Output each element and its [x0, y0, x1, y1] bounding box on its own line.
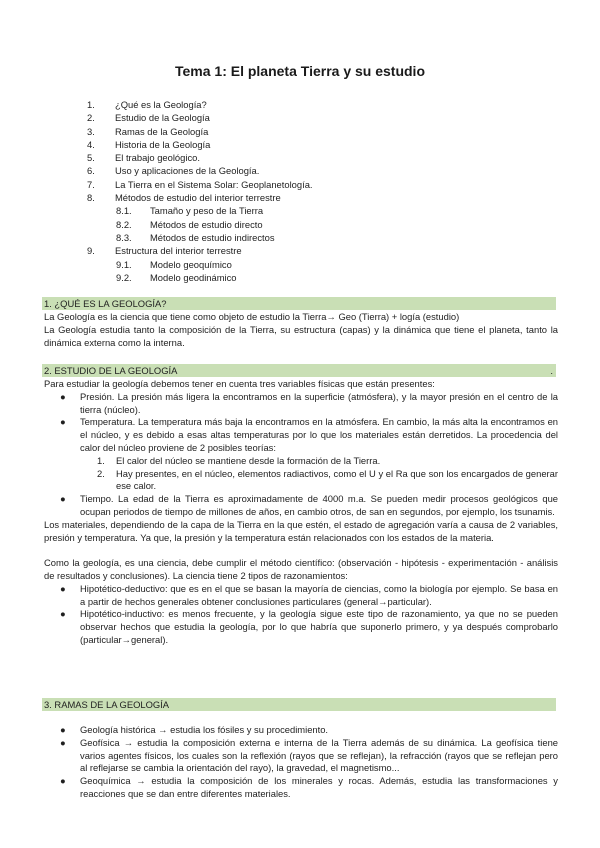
list-item-text: Hipotético-inductivo: es menos frecuente, y la geología sigue este tipo de razonamiento, ya que no se pueden observar hechos que estudia la geología, por lo que habría que suponerlo primero, y ya después comprobarlo (particular→general).	[80, 608, 558, 645]
numbered-item	[44, 455, 558, 468]
toc-subitem-9-2	[87, 271, 507, 284]
toc-item-5	[87, 151, 507, 164]
toc-label: Métodos de estudio indirectos	[150, 231, 275, 243]
list-item	[44, 493, 558, 519]
toc-label: Historia de la Geología	[115, 138, 211, 150]
bullet-icon: ●	[60, 390, 66, 402]
bullet-icon: ●	[60, 608, 66, 620]
section-1-body	[44, 311, 558, 349]
toc-label: Métodos de estudio directo	[150, 218, 263, 230]
section-2-heading	[42, 364, 556, 377]
numbered-item	[44, 468, 558, 494]
toc-item-9	[87, 244, 507, 257]
numbered-item-text: El calor del núcleo se mantiene desde la formación de la Tierra.	[116, 454, 381, 466]
toc-item-2	[87, 111, 507, 124]
blank-line	[44, 544, 558, 557]
list-item-text: Tiempo. La edad de la Tierra es aproximadamente de 4000 m.a. Se pueden medir procesos geológicos que ocupan periodos de tiempo de millones de años, en cambio otros, de san en segundos, por ejemplo, los tsunamis.	[80, 493, 558, 517]
toc-number: 8.3.	[116, 231, 132, 243]
paragraph: La Geología es la ciencia que tiene como objeto de estudio la Tierra→ Geo (Tierra) + logía (estudio)	[44, 311, 460, 322]
paragraph: Para estudiar la geología debemos tener en cuenta tres variables físicas que están presentes:	[44, 378, 435, 389]
paragraph: Los materiales, dependiendo de la capa de la Tierra en la que estén, el estado de agregación varía a causa de 2 variables, presión y temperatura. Ya que, la presión y la temperatura están relacionados con los estados de la materia.	[44, 518, 558, 543]
toc-label: Métodos de estudio del interior terrestre	[115, 192, 281, 204]
list-item-text: Temperatura. La temperatura más baja la encontramos en la atmósfera. En cambio, la más alta la encontramos en el núcleo, y es debido a esas altas temperaturas por lo que los materiales están derretidos. La procedencia del calor del núcleo proviene de 2 posibles teorías:	[80, 416, 558, 453]
toc-number: 9.	[87, 245, 95, 257]
table-of-contents	[87, 98, 507, 284]
toc-item-8	[87, 191, 507, 204]
list-item	[44, 416, 558, 454]
toc-item-3	[87, 125, 507, 138]
toc-label: Modelo geodinámico	[150, 271, 237, 283]
list-item-text: Geología histórica → estudia los fósiles y su procedimiento.	[80, 724, 329, 735]
item-number: 2.	[97, 467, 105, 479]
toc-item-1	[87, 98, 507, 111]
toc-subitem-8-1	[87, 204, 507, 217]
list-item-text: Presión. La presión más ligera la encontramos en la superficie (atmósfera), y la mayor presión en el centro de la tierra (núcleo).	[80, 390, 558, 415]
toc-label: Tamaño y peso de la Tierra	[150, 205, 264, 217]
toc-number: 2.	[87, 112, 95, 124]
list-item	[44, 775, 558, 801]
bullet-icon: ●	[60, 775, 66, 787]
toc-label: La Tierra en el Sistema Solar: Geoplanetología.	[115, 178, 313, 190]
toc-number: 9.2.	[116, 271, 132, 283]
section-1-heading: 1. ¿QUÉ ES LA GEOLOGÍA?	[42, 297, 556, 310]
section-2-body	[44, 378, 558, 647]
toc-number: 8.2.	[116, 218, 132, 230]
toc-item-4	[87, 138, 507, 151]
page-title: Tema 1: El planeta Tierra y su estudio	[174, 63, 425, 79]
item-number: 1.	[97, 454, 105, 466]
toc-number: 9.1.	[116, 258, 132, 270]
section-2-heading-text: 2. ESTUDIO DE LA GEOLOGÍA	[44, 365, 178, 376]
numbered-item-text: Hay presentes, en el núcleo, elementos radiactivos, como el U y el Ra que son los encargados de generar ese calor.	[116, 467, 558, 492]
toc-number: 6.	[87, 165, 95, 177]
bullet-icon: ●	[60, 724, 66, 735]
list-item-text: Geoquímica → estudia la composición de los minerales y rocas. Además, estudia las transformaciones y reacciones que se dan entre diferentes materiales.	[80, 775, 558, 799]
bullet-icon: ●	[60, 416, 66, 428]
toc-number: 3.	[87, 125, 95, 137]
toc-subitem-8-3	[87, 231, 507, 244]
section-3-body	[44, 724, 558, 801]
bullet-icon: ●	[60, 582, 66, 594]
toc-label: Estudio de la Geología	[115, 112, 210, 124]
toc-item-6	[87, 164, 507, 177]
list-item-text: Geofísica → estudia la composición externa e interna de la Tierra además de su dinámica. La geofísica tiene varios agentes físicos, los cuales son la reflexión (rayos que se reflejan), la refracción (rayos que se reflejan pero al reflejarse se cambia la orientación del rayo), la gravedad, el magnetismo...	[80, 736, 558, 774]
toc-number: 5.	[87, 152, 95, 164]
list-item-text: Hipotético-deductivo: que es en el que se basan la mayoría de ciencias, como la biología por ejemplo. Se basa en a partir de hechos generales obtener conclusiones particulares (general→particular).	[80, 582, 558, 607]
list-item	[44, 583, 558, 609]
bullet-icon: ●	[60, 493, 66, 505]
list-item	[44, 608, 558, 646]
paragraph: Como la geología, es una ciencia, debe cumplir el método científico: (observación - hipótesis - experimentación - análisis de resultados y conclusiones). La ciencia tiene 2 tipos de razonamientos:	[44, 557, 558, 581]
section-2-heading-dot: .	[550, 365, 553, 376]
list-item	[44, 737, 558, 775]
toc-item-7	[87, 178, 507, 191]
toc-label: ¿Qué es la Geología?	[115, 99, 207, 110]
paragraph: La Geología estudia tanto la composición de la Tierra, su estructura (capas) y la dinámica que tiene el planeta, tanto la dinámica externa como la interna.	[44, 323, 558, 348]
toc-number: 1.	[87, 99, 95, 110]
bullet-icon: ●	[60, 736, 66, 748]
toc-label: Estructura del interior terrestre	[115, 245, 242, 257]
toc-label: Modelo geoquímico	[150, 258, 232, 270]
toc-subitem-8-2	[87, 218, 507, 231]
list-item	[44, 724, 558, 737]
toc-subitem-9-1	[87, 258, 507, 271]
toc-number: 8.	[87, 192, 95, 204]
toc-label: El trabajo geológico.	[115, 152, 200, 164]
toc-label: Uso y aplicaciones de la Geología.	[115, 165, 260, 177]
toc-number: 7.	[87, 178, 95, 190]
section-3-heading: 3. RAMAS DE LA GEOLOGÍA	[42, 698, 556, 711]
toc-number: 4.	[87, 138, 95, 150]
toc-number: 8.1.	[116, 205, 132, 217]
toc-label: Ramas de la Geología	[115, 125, 209, 137]
list-item	[44, 391, 558, 417]
